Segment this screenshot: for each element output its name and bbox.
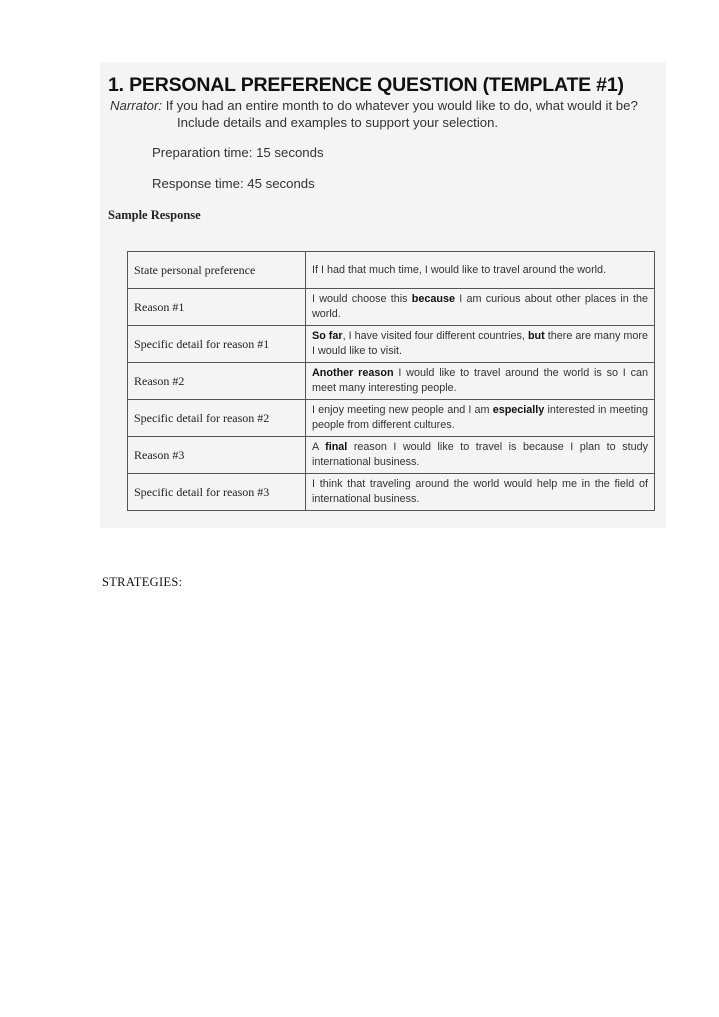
strategies-heading: STRATEGIES: [102, 575, 183, 589]
response-text: reason I would like to travel is because I plan to study international business. [312, 441, 648, 468]
response-text: I would like to travel around the world is so I can meet many interesting people. [312, 367, 648, 394]
narrator-line-2: Include details and examples to support your selection. [177, 115, 499, 130]
response-time: Response time: 45 seconds [152, 176, 315, 191]
response-text: there are many more I would like to visit. [312, 330, 648, 357]
narrator-label: Narrator: [110, 98, 163, 113]
row-label: Reason #2 [128, 363, 306, 400]
emphasized-phrase: especially [492, 404, 545, 416]
row-label: Specific detail for reason #3 [128, 474, 306, 511]
emphasized-phrase: final [325, 441, 348, 453]
response-text: , I have visited four different countries, [342, 330, 528, 342]
row-label: Reason #3 [128, 437, 306, 474]
question-title: 1. PERSONAL PREFERENCE QUESTION (TEMPLATE #1) [108, 74, 624, 96]
table-row [128, 252, 655, 289]
table-row [128, 400, 655, 437]
table-row [128, 289, 655, 326]
row-label: Specific detail for reason #1 [128, 326, 306, 363]
response-text: A [312, 441, 326, 453]
narrator-prompt [110, 97, 655, 131]
sample-response-table [127, 251, 655, 511]
row-response [306, 252, 655, 289]
response-text: I am curious about other places in the world. [312, 293, 648, 320]
row-label: State personal preference [128, 252, 306, 289]
row-response [306, 326, 655, 363]
response-text: If I had that much time, I would like to travel around the world. [312, 263, 607, 276]
emphasized-phrase: So far [312, 330, 343, 342]
narrator-line-1: If you had an entire month to do whatever you would like to do, what would it be? [165, 98, 638, 113]
response-text: interested in meeting people from different cultures. [312, 404, 648, 431]
table-row [128, 326, 655, 363]
table-row [128, 363, 655, 400]
table-row [128, 474, 655, 511]
response-text: I enjoy meeting new people and I am [312, 404, 493, 416]
emphasized-phrase: because [411, 293, 456, 305]
row-response [306, 474, 655, 511]
preparation-time: Preparation time: 15 seconds [152, 145, 324, 160]
sample-response-heading: Sample Response [108, 208, 201, 222]
response-text: I think that traveling around the world would help me in the field of international business. [312, 478, 648, 505]
row-label: Reason #1 [128, 289, 306, 326]
row-response [306, 400, 655, 437]
row-response [306, 289, 655, 326]
emphasized-phrase: but [527, 330, 545, 342]
emphasized-phrase: Another reason [312, 367, 394, 379]
row-response [306, 437, 655, 474]
row-response [306, 363, 655, 400]
table-row [128, 437, 655, 474]
row-label: Specific detail for reason #2 [128, 400, 306, 437]
response-text: I would choose this [312, 293, 412, 305]
